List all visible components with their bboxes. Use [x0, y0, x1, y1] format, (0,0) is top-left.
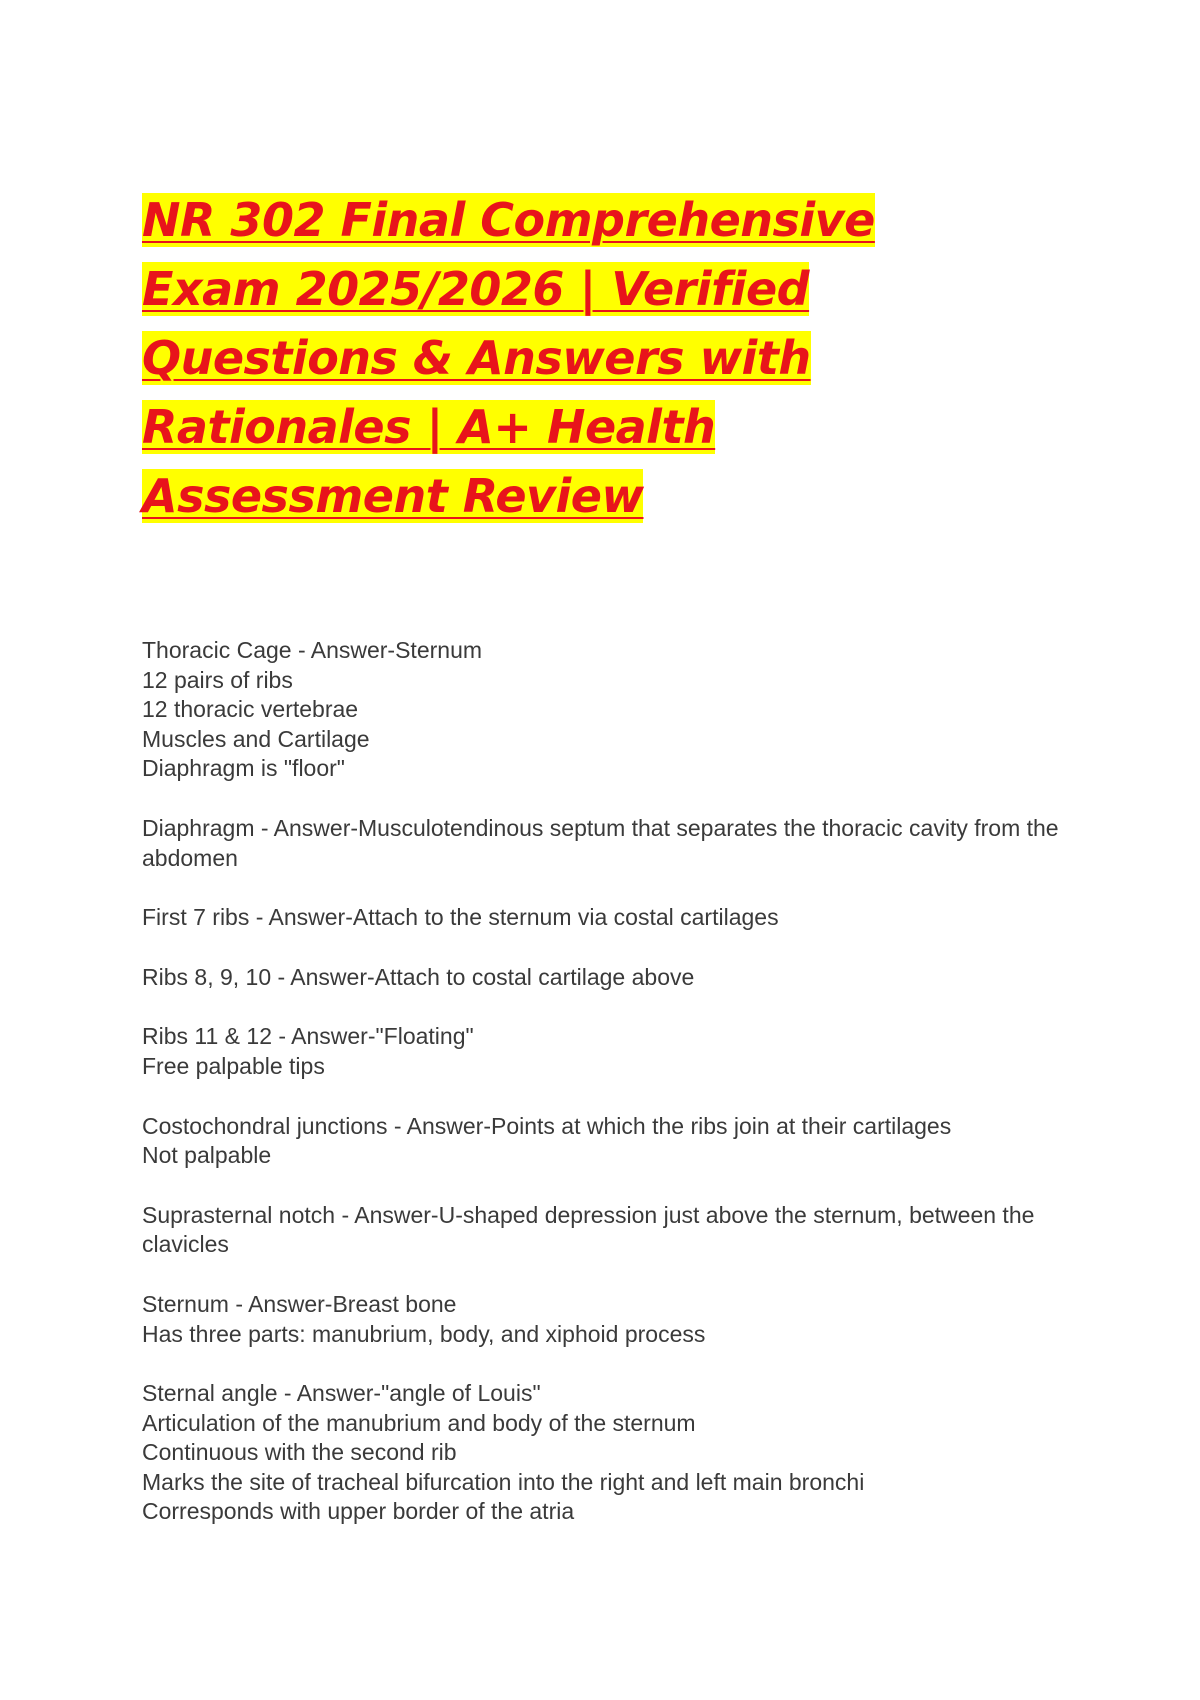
- qa-entry-sternum: [142, 1290, 1082, 1349]
- qa-line: Has three parts: manubrium, body, and xiphoid process: [142, 1320, 706, 1347]
- qa-entry-suprasternal-notch: [142, 1201, 1082, 1260]
- qa-entry-costochondral-junctions: [142, 1112, 1082, 1171]
- qa-line: 12 thoracic vertebrae: [142, 696, 359, 723]
- qa-line: Sternum - Answer-Breast bone: [142, 1290, 457, 1317]
- qa-line: Sternal angle - Answer-"angle of Louis": [142, 1380, 541, 1407]
- qa-line: Marks the site of tracheal bifurcation into the right and left main bronchi: [142, 1468, 865, 1495]
- qa-entry-diaphragm: [142, 814, 1082, 873]
- qa-entry-thoracic-cage: [142, 636, 1082, 784]
- document-title: [142, 186, 1022, 531]
- qa-line: Articulation of the manubrium and body of the sternum: [142, 1409, 696, 1436]
- qa-entry-first-7-ribs: [142, 903, 1082, 933]
- qa-line: Not palpable: [142, 1142, 272, 1169]
- qa-line: Ribs 8, 9, 10 - Answer-Attach to costal cartilage above: [142, 963, 695, 990]
- qa-line: Corresponds with upper border of the atria: [142, 1498, 575, 1525]
- qa-entry-sternal-angle: [142, 1379, 1082, 1527]
- qa-line: Costochondral junctions - Answer-Points at which the ribs join at their cartilages: [142, 1112, 952, 1139]
- qa-line: Muscles and Cartilage: [142, 725, 370, 752]
- document-title-text: NR 302 Final Comprehensive Exam 2025/2026 | Verified Questions & Answers with Rationales | A+ Health Assessment Review: [142, 193, 875, 523]
- qa-line: Continuous with the second rib: [142, 1439, 457, 1466]
- qa-line: Diaphragm - Answer-Musculotendinous septum that separates the thoracic cavity from the abdomen: [142, 814, 1065, 871]
- qa-entry-ribs-8-9-10: [142, 963, 1082, 993]
- qa-line: Thoracic Cage - Answer-Sternum: [142, 637, 483, 663]
- qa-entry-ribs-11-12: [142, 1022, 1082, 1081]
- qa-list: [142, 636, 1082, 1557]
- qa-line: 12 pairs of ribs: [142, 666, 293, 693]
- qa-line: Diaphragm is "floor": [142, 755, 345, 782]
- qa-line: Free palpable tips: [142, 1052, 325, 1079]
- qa-line: Suprasternal notch - Answer-U-shaped depression just above the sternum, between the clavicles: [142, 1201, 1041, 1258]
- qa-line: Ribs 11 & 12 - Answer-"Floating": [142, 1023, 474, 1050]
- qa-line: First 7 ribs - Answer-Attach to the sternum via costal cartilages: [142, 904, 779, 931]
